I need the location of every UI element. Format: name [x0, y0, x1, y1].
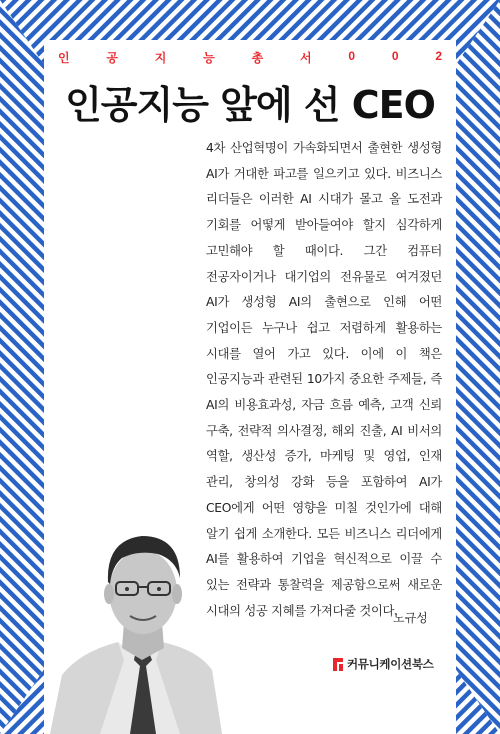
red-block-logo-icon — [333, 658, 343, 671]
series-char: 0 — [348, 49, 356, 63]
series-char: 능 — [203, 51, 215, 65]
series-label — [58, 49, 442, 66]
series-char: 총 — [251, 51, 264, 65]
author-photo — [40, 510, 240, 734]
series-char: 2 — [435, 49, 442, 63]
series-char: 공 — [106, 51, 118, 65]
series-char: 0 — [391, 49, 399, 63]
series-char: 인 — [58, 51, 70, 65]
series-char: 지 — [154, 51, 167, 65]
series-char: 서 — [299, 51, 312, 65]
book-title: 인공지능 앞에 선 CEO — [65, 83, 435, 127]
publisher-name: 커뮤니케이션북스 — [347, 657, 434, 671]
book-description: 4차 산업혁명이 가속화되면서 출현한 생성형 AI가 거대한 파고를 일으키고 있다. 비즈니스 리더들은 이러한 AI 시대가 몰고 올 도전과 기회를 어떻게 받아들여야 할지 심각하게 고민해야 할 때이다. 그간 컴퓨터 전공자이거나 대기업의 전유물로 여겨졌던 AI가 생성형 AI의 출현으로 인해 어떤 기업이든 누구나 쉽고 저렴하게 활용하는 시대를 열어 가고 있다. 이에 이 책은 인공지능과 관련된 10가지 중요한 주제들, 즉 AI의 비용효과성, 자금 흐름 예측, 고객 신뢰 구축, 전략적 의사결정, 해외 진출, AI 비서의 역할, 생산성 증가, 마케팅 및 영업, 인재 관리, 창의성 강화 등을 포함하여 AI가 CEO에게 어떤 영향을 미칠 것인가에 대해 알기 쉽게 소개한다. 모든 비즈니스 리더에게 AI를 활용하여 기업을 혁신적으로 이끌 수 있는 전략과 통찰력을 제공함으로써 새로운 시대의 성공 지혜를 가져다줄 것이다. — [206, 141, 442, 618]
publisher-mark — [333, 656, 433, 672]
author-name: 노규성 — [393, 611, 428, 625]
